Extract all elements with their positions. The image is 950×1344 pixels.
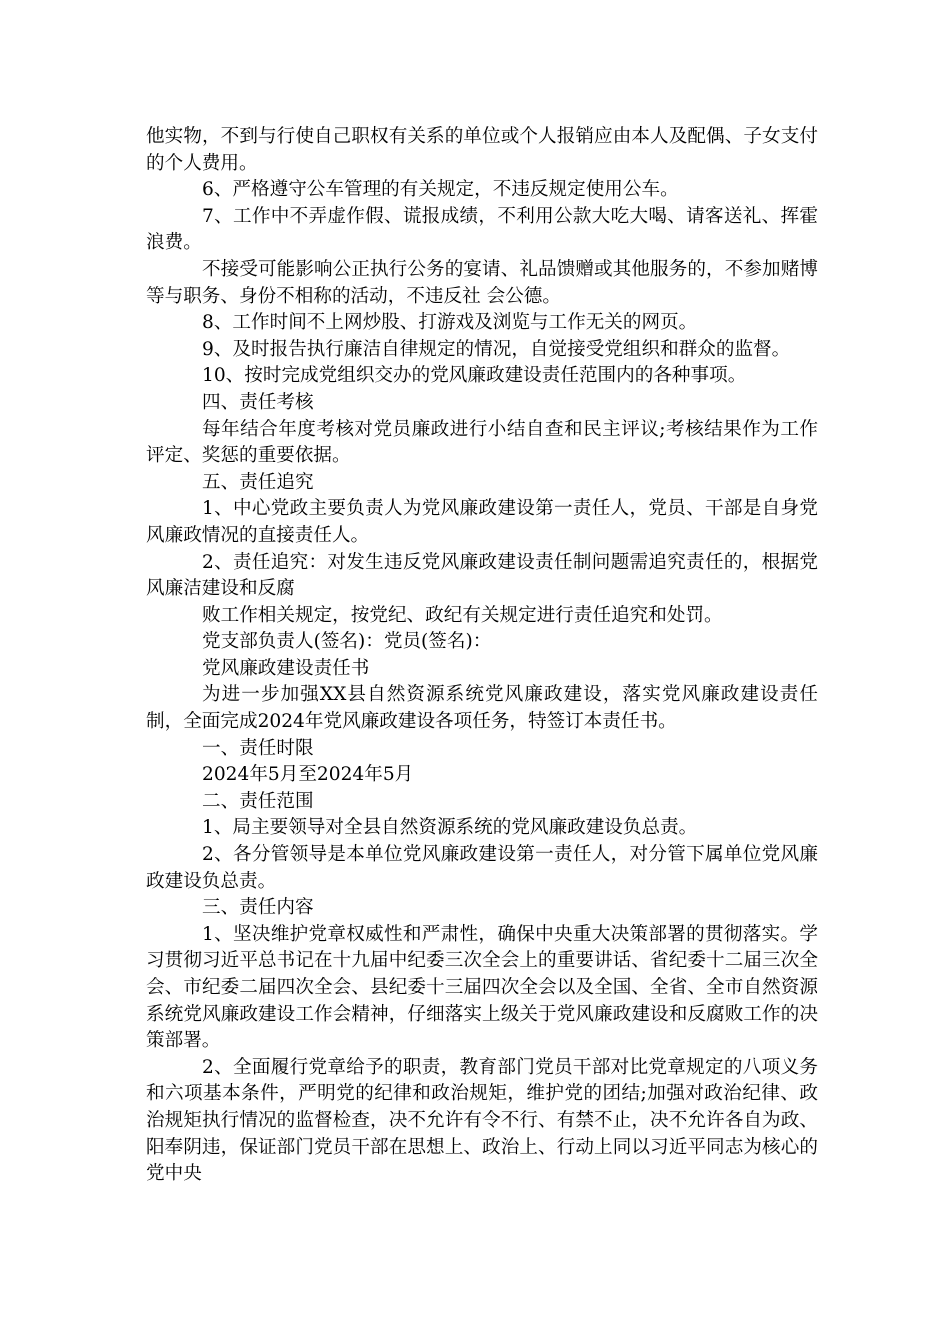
paragraph: 2、全面履行党章给予的职责，教育部门党员干部对比党章规定的八项义务和六项基本条件，严明党的纪律和政治规矩，维护党的团结;加强对政治纪律、政治规矩执行情况的监督检查，决不允许有令不行、有禁不止，决不允许各自为政、阳奉阴违，保证部门党员干部在思想上、政治上、行动上同以习近平同志为核心的党中央 [146, 1056, 818, 1185]
paragraph: 2、责任追究：对发生违反党风廉政建设责任制问题需追究责任的，根据党风廉洁建设和反腐 [146, 551, 818, 600]
section-heading: 四、责任考核 [202, 391, 314, 413]
section-heading: 一、责任时限 [202, 737, 314, 759]
document-title: 党风廉政建设责任书 [202, 657, 370, 679]
section-heading: 五、责任追究 [202, 471, 314, 493]
paragraph: 1、坚决维护党章权威性和严肃性，确保中央重大决策部署的贯彻落实。学习贯彻习近平总书记在十九届中纪委三次全会上的重要讲话、省纪委十二届三次全会、市纪委二届四次全会、县纪委十三届四次全会以及全国、全省、全市自然资源系统党风廉政建设工作会精神，仔细落实上级关于党风廉政建设和反腐败工作的决策部署。 [146, 923, 818, 1052]
paragraph: 他实物，不到与行使自己职权有关系的单位或个人报销应由本人及配偶、子女支付的个人费用。 [146, 126, 818, 174]
paragraph: 每年结合年度考核对党员廉政进行小结自查和民主评议;考核结果作为工作评定、奖惩的重要依据。 [146, 418, 818, 467]
paragraph: 败工作相关规定，按党纪、政纪有关规定进行责任追究和处罚。 [202, 604, 723, 626]
date-range: 2024年5月至2024年5月 [202, 764, 414, 786]
paragraph: 8、工作时间不上网炒股、打游戏及浏览与工作无关的网页。 [202, 312, 698, 334]
paragraph: 10、按时完成党组织交办的党风廉政建设责任范围内的各种事项。 [202, 365, 747, 387]
paragraph: 7、工作中不弄虚作假、谎报成绩，不利用公款大吃大喝、请客送礼、挥霍浪费。 [146, 205, 818, 254]
paragraph: 1、局主要领导对全县自然资源系统的党风廉政建设负总责。 [202, 817, 698, 839]
paragraph: 2、各分管领导是本单位党风廉政建设第一责任人，对分管下属单位党风廉政建设负总责。 [146, 844, 818, 892]
paragraph: 9、及时报告执行廉洁自律规定的情况，自觉接受党组织和群众的监督。 [202, 338, 791, 360]
paragraph: 为进一步加强XX县自然资源系统党风廉政建设，落实党风廉政建设责任制，全面完成2024年党风廉政建设各项任务，特签订本责任书。 [146, 684, 818, 733]
document-page [146, 124, 818, 1188]
signature-line: 党支部负责人(签名)：党员(签名)： [202, 631, 492, 653]
paragraph: 6、严格遵守公车管理的有关规定，不违反规定使用公车。 [202, 179, 679, 201]
paragraph: 1、中心党政主要负责人为党风廉政建设第一责任人，党员、干部是自身党风廉政情况的直接责任人。 [146, 498, 818, 546]
section-heading: 三、责任内容 [202, 897, 314, 919]
section-heading: 二、责任范围 [202, 790, 314, 812]
paragraph: 不接受可能影响公正执行公务的宴请、礼品馈赠或其他服务的，不参加赌博等与职务、身份不相称的活动，不违反社 会公德。 [146, 258, 818, 307]
